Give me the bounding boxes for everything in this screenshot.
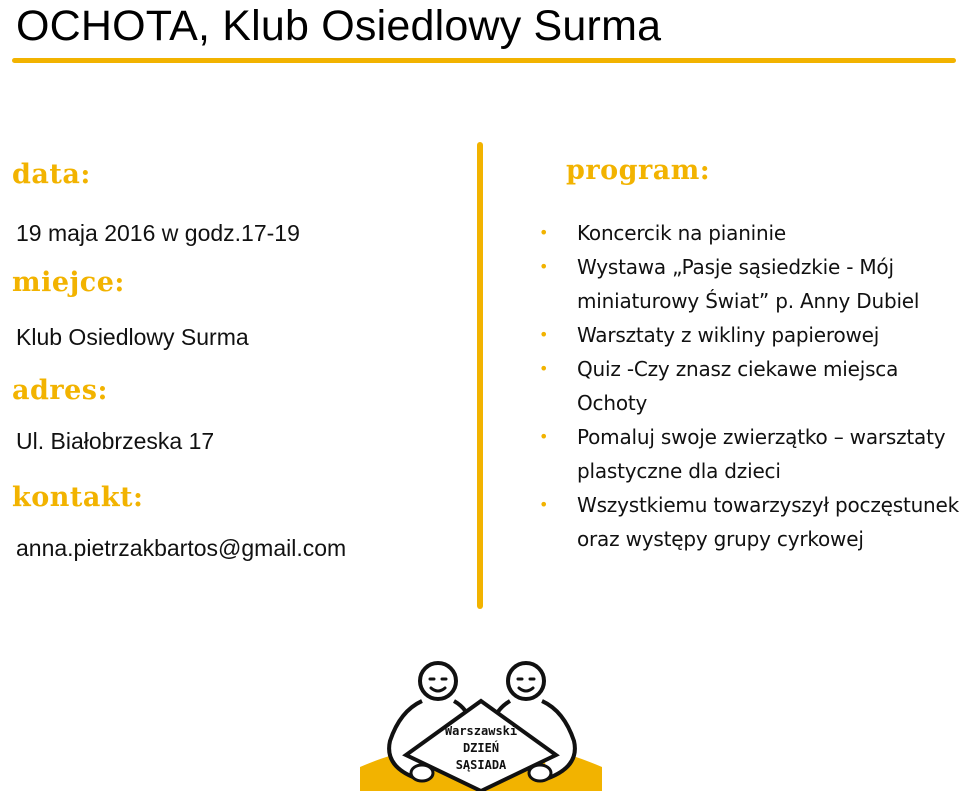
program-item-text: Quiz -Czy znasz ciekawe miejsca Ochoty bbox=[577, 357, 899, 415]
program-item-text: Koncercik na pianinie bbox=[577, 221, 786, 245]
bullet-icon: • bbox=[539, 427, 549, 446]
address-label: adres: bbox=[12, 375, 108, 406]
program-item bbox=[536, 318, 960, 352]
contact-label: kontakt: bbox=[12, 482, 144, 513]
title-underline bbox=[12, 58, 956, 63]
bullet-icon: • bbox=[539, 359, 549, 378]
program-list bbox=[536, 216, 960, 556]
bullet-icon: • bbox=[539, 495, 549, 514]
bullet-icon: • bbox=[539, 223, 549, 242]
address-value: Ul. Białobrzeska 17 bbox=[16, 428, 215, 454]
page-title: OCHOTA, Klub Osiedlowy Surma bbox=[16, 2, 662, 50]
program-item bbox=[536, 420, 960, 488]
date-value: 19 maja 2016 w godz.17-19 bbox=[16, 220, 300, 246]
program-item bbox=[536, 352, 960, 420]
program-item bbox=[536, 488, 960, 556]
bullet-icon: • bbox=[539, 257, 549, 276]
warszawski-dzien-sasiada-logo bbox=[360, 655, 602, 791]
program-item-text: Wszystkiemu towarzyszył poczęstunek oraz występy grupy cyrkowej bbox=[577, 493, 960, 551]
program-item bbox=[536, 250, 960, 318]
contact-email: anna.pietrzakbartos@gmail.com bbox=[16, 535, 347, 561]
program-item-text: Wystawa „Pasje sąsiedzkie - Mój miniaturowy Świat” p. Anny Dubiel bbox=[577, 255, 920, 313]
column-divider bbox=[477, 142, 483, 609]
logo-line-1: Warszawski bbox=[444, 724, 518, 738]
logo-graphic bbox=[360, 655, 602, 791]
bullet-icon: • bbox=[539, 325, 549, 344]
place-label: miejce: bbox=[12, 267, 125, 298]
logo-line-2: DZIEŃ bbox=[462, 741, 500, 755]
program-item-text: Warsztaty z wikliny papierowej bbox=[577, 323, 880, 347]
program-item bbox=[536, 216, 960, 250]
place-value: Klub Osiedlowy Surma bbox=[16, 324, 249, 350]
date-label: data: bbox=[12, 159, 91, 190]
program-item-text: Pomaluj swoje zwierzątko – warsztaty plastyczne dla dzieci bbox=[577, 425, 946, 483]
program-label: program: bbox=[566, 155, 711, 186]
logo-line-3: SĄSIADA bbox=[455, 758, 507, 772]
